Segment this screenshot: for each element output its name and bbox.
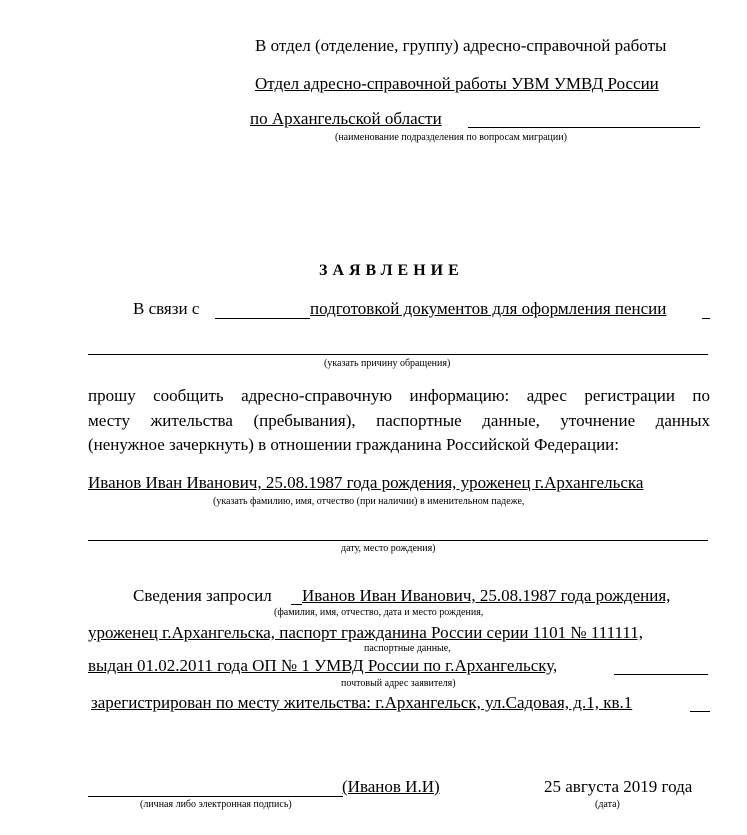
requester-line3: выдан 01.02.2011 года ОП № 1 УМВД России по г.Архангельску,: [88, 656, 558, 675]
reason-blank: [215, 318, 310, 319]
department-underline: [468, 127, 700, 128]
department-hint: (наименование подразделения по вопросам миграции): [335, 132, 567, 143]
reason-blank-end: [702, 318, 710, 319]
request-line2: месту жительства (пребывания), паспортные данные, уточнение данных: [88, 411, 710, 430]
document-title: ЗАЯВЛЕНИЕ: [319, 262, 464, 279]
department-name-line1: Отдел адресно-справочной работы УВМ УМВД России: [255, 74, 659, 93]
requester-line3-blank: [614, 674, 708, 675]
reason-hint: (указать причину обращения): [324, 358, 451, 369]
department-name-line2: по Архангельской области: [250, 109, 442, 128]
requester-blank: [291, 604, 302, 605]
reason-prefix: В связи с: [133, 299, 200, 318]
signature-line: [88, 796, 343, 797]
signature-hint: (личная либо электронная подпись): [140, 799, 292, 810]
requester-hint2: паспортные данные,: [364, 643, 451, 654]
request-line1: прошу сообщить адресно-справочную информацию: адрес регистрации по: [88, 386, 710, 405]
reason-line2: [88, 354, 708, 355]
subject-birth-hint: дату, место рождения): [341, 543, 436, 554]
requester-line1: Иванов Иван Иванович, 25.08.1987 года рождения,: [302, 586, 671, 605]
reason-text: подготовкой документов для оформления пенсии: [310, 299, 667, 318]
requester-hint1: (фамилия, имя, отчество, дата и место рождения,: [274, 607, 484, 618]
date-hint: (дата): [595, 799, 620, 810]
subject-birth-line: [88, 540, 708, 541]
subject-name-hint: (указать фамилию, имя, отчество (при наличии) в именительном падеже,: [213, 496, 525, 507]
subject-name: Иванов Иван Иванович, 25.08.1987 года рождения, уроженец г.Архангельска: [88, 473, 644, 492]
requester-prefix: Сведения запросил: [133, 586, 272, 605]
requester-line4-blank: [690, 711, 710, 712]
requester-line4: зарегистрирован по месту жительства: г.Архангельск, ул.Садовая, д.1, кв.1: [91, 693, 633, 712]
requester-hint3: почтовый адрес заявителя): [341, 678, 456, 689]
requester-line2: уроженец г.Архангельска, паспорт гражданина России серии 1101 № 111111,: [88, 623, 643, 642]
signature-date: 25 августа 2019 года: [544, 777, 693, 796]
request-line3: (ненужное зачеркнуть) в отношении гражданина Российской Федерации:: [88, 435, 619, 454]
signature-name: (Иванов И.И): [342, 777, 440, 796]
recipient-line: В отдел (отделение, группу) адресно-справочной работы: [255, 36, 667, 55]
